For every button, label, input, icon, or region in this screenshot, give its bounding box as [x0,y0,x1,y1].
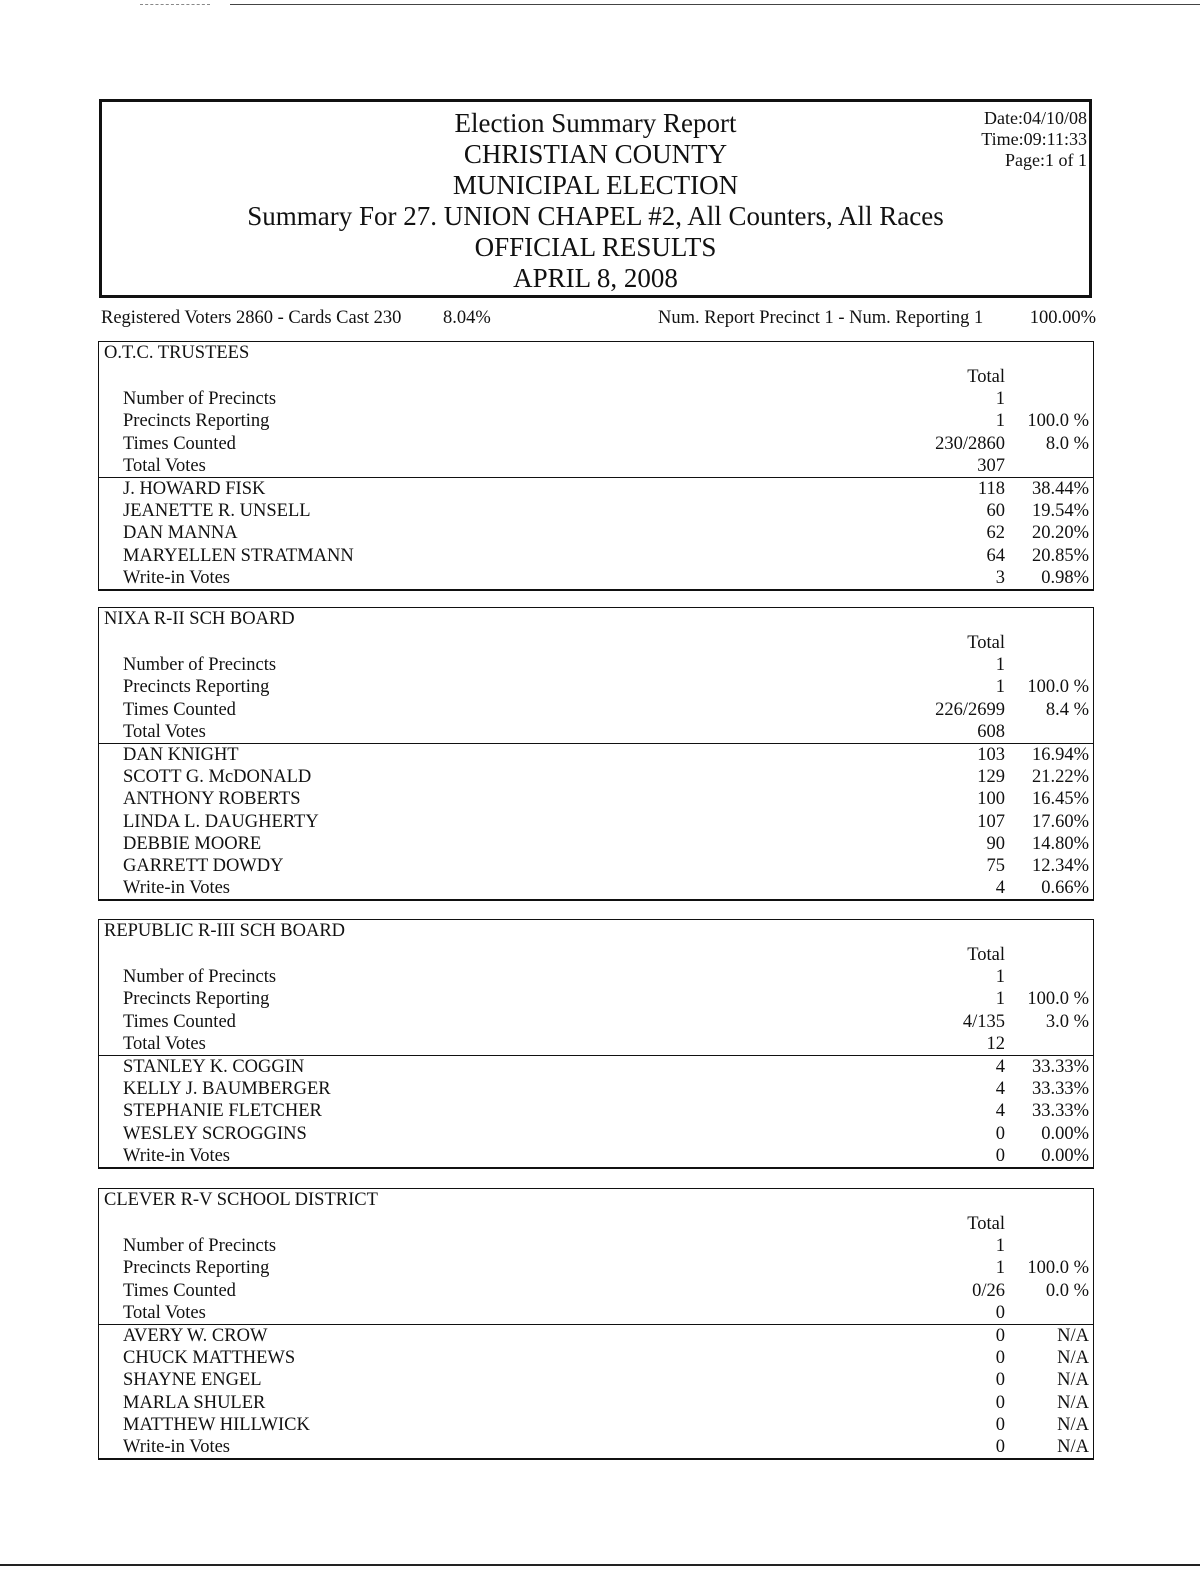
row-total: 4 [995,1079,1005,1100]
candidate-row [99,1369,1093,1391]
row-total: 129 [977,767,1005,788]
row-label: STEPHANIE FLETCHER [123,1101,322,1122]
stat-row [99,1235,1093,1257]
candidate-row [99,855,1093,877]
reporting-percent: 100.00% [1029,308,1096,328]
race-title: CLEVER R-V SCHOOL DISTRICT [104,1190,378,1210]
row-total: 1 [995,655,1005,676]
row-label: CHUCK MATTHEWS [123,1348,296,1369]
candidate-row [99,1055,1093,1078]
race-title: NIXA R-II SCH BOARD [104,609,295,629]
row-total: Total [967,1214,1005,1234]
report-date: Date:04/10/08 [984,108,1087,128]
row-percent: 12.34% [1031,855,1089,876]
candidate-row [99,1436,1093,1458]
row-label: Total Votes [123,455,206,476]
total-column-header [99,366,1093,388]
race-section [98,607,1094,901]
row-percent: N/A [1057,1348,1089,1369]
row-percent: N/A [1057,1370,1089,1391]
row-total: 0 [995,1123,1005,1144]
results-status: OFFICIAL RESULTS [474,232,717,262]
row-percent: 21.22% [1031,767,1089,788]
row-total: 0 [995,1436,1005,1457]
row-percent: N/A [1057,1436,1089,1457]
row-total: 0 [995,1325,1005,1346]
row-percent: 33.33% [1031,1079,1089,1100]
row-percent: 19.54% [1031,501,1089,522]
row-total: 4 [995,1056,1005,1077]
precinct-reporting: Num. Report Precinct 1 - Num. Reporting 1 [658,308,984,328]
row-total: 64 [986,545,1005,566]
row-percent: 33.33% [1031,1056,1089,1077]
candidate-row [99,833,1093,855]
row-label: Number of Precincts [123,389,277,410]
race-table [99,632,1093,899]
row-percent: 0.00% [1041,1123,1089,1144]
row-label: STANLEY K. COGGIN [123,1056,305,1077]
row-label: ANTHONY ROBERTS [123,789,301,810]
row-total: 0 [995,1414,1005,1435]
race-title: O.T.C. TRUSTEES [104,343,250,363]
stat-row [99,699,1093,721]
stat-row [99,1280,1093,1302]
row-total: 1 [995,967,1005,988]
row-percent: 100.0 % [1027,677,1089,698]
race-section [98,919,1094,1169]
row-percent: 20.85% [1031,545,1089,566]
stat-row [99,988,1093,1010]
race-section [98,341,1094,591]
row-total: 12 [986,1033,1005,1054]
scan-edge-mark [140,4,210,5]
row-total: 230/2860 [935,433,1005,454]
row-percent: 17.60% [1031,811,1089,832]
row-total: 75 [986,855,1005,876]
row-label: MARYELLEN STRATMANN [123,545,354,566]
header-meta [981,108,1087,171]
race-section [98,1188,1094,1460]
row-total: 0 [995,1370,1005,1391]
race-table [99,1213,1093,1458]
row-total: 4/135 [962,1011,1005,1032]
row-total: 1 [995,677,1005,698]
row-total: 1 [995,411,1005,432]
report-time: Time:09:11:33 [981,129,1087,149]
row-percent: 100.0 % [1027,989,1089,1010]
row-percent: N/A [1057,1414,1089,1435]
row-total: 307 [977,455,1005,476]
row-total: 4 [995,878,1005,899]
row-label: Total Votes [123,721,206,742]
race-table [99,366,1093,589]
row-label: Write-in Votes [123,1145,230,1166]
stat-row [99,676,1093,698]
row-total: Total [967,633,1005,653]
stat-row [99,410,1093,432]
row-label: SHAYNE ENGEL [123,1370,262,1391]
row-label: Number of Precincts [123,655,277,676]
row-label: KELLY J. BAUMBERGER [123,1079,331,1100]
row-percent: 100.0 % [1027,411,1089,432]
row-label: DEBBIE MOORE [123,833,262,854]
row-total: 0 [995,1302,1005,1323]
row-percent: 38.44% [1031,478,1089,499]
row-label: WESLEY SCROGGINS [123,1123,307,1144]
row-percent: 16.45% [1031,789,1089,810]
row-total: 1 [995,989,1005,1010]
candidate-row [99,1078,1093,1100]
candidate-row [99,500,1093,522]
row-total: 0 [995,1145,1005,1166]
stat-row [99,1033,1093,1055]
report-header [99,99,1092,298]
row-label: Number of Precincts [123,967,277,988]
row-label: Total Votes [123,1302,206,1323]
candidate-row [99,1324,1093,1347]
stat-row [99,721,1093,743]
candidate-row [99,1392,1093,1414]
row-label: Total Votes [123,1033,206,1054]
row-label: Number of Precincts [123,1236,277,1257]
summary-line [101,308,1096,332]
row-label: DAN MANNA [123,523,238,544]
stat-row [99,966,1093,988]
candidate-row [99,1347,1093,1369]
stat-row [99,1257,1093,1279]
row-label: LINDA L. DAUGHERTY [123,811,319,832]
row-total: 1 [995,1258,1005,1279]
row-label: Times Counted [123,699,236,720]
candidate-row [99,567,1093,589]
candidate-row [99,811,1093,833]
candidate-row [99,877,1093,899]
row-percent: 8.0 % [1045,433,1089,454]
row-total: 0/26 [972,1280,1005,1301]
row-label: Write-in Votes [123,1436,230,1457]
row-total: 118 [977,478,1005,499]
row-percent: 33.33% [1031,1101,1089,1122]
candidate-row [99,522,1093,544]
registered-voters: Registered Voters 2860 - Cards Cast 230 [101,308,402,328]
candidate-row [99,743,1093,766]
row-percent: 0.00% [1041,1145,1089,1166]
row-label: Times Counted [123,1011,236,1032]
summary-for: Summary For 27. UNION CHAPEL #2, All Counters, All Races [247,201,944,231]
row-label: Write-in Votes [123,878,230,899]
row-percent: 0.66% [1041,878,1089,899]
candidate-row [99,766,1093,788]
stat-row [99,654,1093,676]
row-label: GARRETT DOWDY [123,855,284,876]
row-label: AVERY W. CROW [123,1325,268,1346]
election-name: MUNICIPAL ELECTION [452,170,739,200]
row-percent: N/A [1057,1325,1089,1346]
row-total: 0 [995,1392,1005,1413]
row-label: MARLA SHULER [123,1392,266,1413]
row-total: 3 [995,567,1005,588]
row-total: 90 [986,833,1005,854]
candidate-row [99,477,1093,500]
row-total: 608 [977,721,1005,742]
row-total: 0 [995,1348,1005,1369]
row-percent: 100.0 % [1027,1258,1089,1279]
row-total: 1 [995,1236,1005,1257]
row-label: Times Counted [123,1280,236,1301]
row-label: SCOTT G. McDONALD [123,767,312,788]
row-total: 100 [977,789,1005,810]
county-name: CHRISTIAN COUNTY [463,139,728,169]
candidate-row [99,545,1093,567]
row-percent: 0.0 % [1045,1280,1089,1301]
row-label: Write-in Votes [123,567,230,588]
row-percent: N/A [1057,1392,1089,1413]
row-total: Total [967,367,1005,387]
stat-row [99,1011,1093,1033]
row-percent: 0.98% [1041,567,1089,588]
row-label: DAN KNIGHT [123,744,239,765]
row-total: 226/2699 [935,699,1005,720]
row-percent: 16.94% [1031,744,1089,765]
candidate-row [99,788,1093,810]
report-title: Election Summary Report [454,108,737,138]
candidate-row [99,1123,1093,1145]
race-table [99,944,1093,1167]
row-label: Times Counted [123,433,236,454]
row-percent: 20.20% [1031,523,1089,544]
row-total: Total [967,945,1005,965]
candidate-row [99,1145,1093,1167]
stat-row [99,433,1093,455]
scan-top-rule [230,4,1200,5]
scan-bottom-rule [0,1564,1200,1566]
total-column-header [99,944,1093,966]
row-label: J. HOWARD FISK [123,478,266,499]
row-total: 62 [986,523,1005,544]
row-label: Precincts Reporting [123,411,270,432]
election-date: APRIL 8, 2008 [513,263,678,293]
row-percent: 8.4 % [1045,699,1089,720]
row-label: MATTHEW HILLWICK [123,1414,310,1435]
row-percent: 3.0 % [1045,1011,1089,1032]
row-label: JEANETTE R. UNSELL [123,501,311,522]
row-percent: 14.80% [1031,833,1089,854]
header-titles [102,108,1089,294]
candidate-row [99,1414,1093,1436]
row-total: 4 [995,1101,1005,1122]
candidate-row [99,1100,1093,1122]
row-label: Precincts Reporting [123,1258,270,1279]
row-total: 60 [986,501,1005,522]
stat-row [99,388,1093,410]
race-title: REPUBLIC R-III SCH BOARD [104,921,346,941]
row-total: 103 [977,744,1005,765]
turnout-percent: 8.04% [443,308,491,328]
total-column-header [99,632,1093,654]
row-label: Precincts Reporting [123,677,270,698]
total-column-header [99,1213,1093,1235]
row-label: Precincts Reporting [123,989,270,1010]
page-number: Page:1 of 1 [1005,150,1087,170]
row-total: 1 [995,389,1005,410]
stat-row [99,1302,1093,1324]
stat-row [99,455,1093,477]
row-total: 107 [977,811,1005,832]
